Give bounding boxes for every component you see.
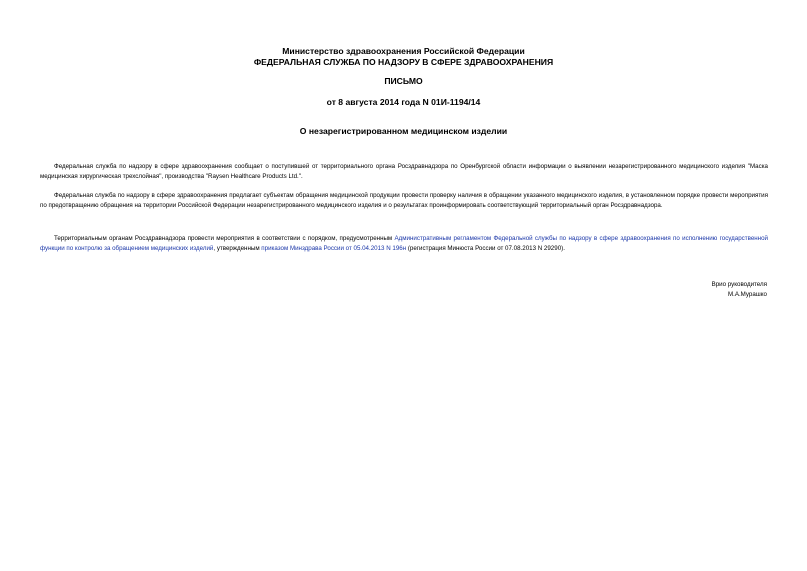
paragraph-3-text-1: Территориальным органам Росздравнадзора провести мероприятия в соответствии с порядком, предусмотренным: [54, 235, 395, 243]
service-name: ФЕДЕРАЛЬНАЯ СЛУЖБА ПО НАДЗОРУ В СФЕРЕ ЗДРАВООХРАНЕНИЯ: [253, 57, 554, 67]
paragraph-3: [40, 234, 768, 254]
order-link[interactable]: приказом Минздрава России от 05.04.2013 N 196н: [261, 245, 407, 253]
document-type: ПИСЬМО: [384, 76, 423, 86]
paragraph-3-text-3: (регистрация Минюста России от 07.08.2013 N 29290).: [406, 245, 565, 253]
paragraph-2: Федеральная служба по надзору в сфере здравоохранения предлагает субъектам обращения медицинской продукции провести проверку наличия в обращении указанного медицинского изделия, в установленном порядке провести мероприятия по предотвращению обращения на территории Российской Федерации незарегистрированного медицинского изделия и о результатах проинформировать соответствующий территориальный орган Росздравнадзора.: [40, 192, 768, 210]
document-subject: О незарегистрированном медицинском изделии: [299, 126, 508, 136]
ministry-name: Министерство здравоохранения Российской Федерации: [282, 46, 525, 56]
document-date-number: от 8 августа 2014 года N 01И-1194/14: [326, 97, 481, 107]
signatory-role: Врио руководителя: [711, 281, 767, 288]
paragraph-1: Федеральная служба по надзору в сфере здравоохранения сообщает о поступившей от территориального органа Росздравнадзора по Оренбургской области информации о выявлении незарегистрированного медицинского изделия "Маска медицинская хирургическая трехслойная", производства "Raysen Healthcare Products Ltd.".: [40, 163, 768, 181]
regulation-link[interactable]: Административным регламентом Федеральной службы по надзору в сфере здравоохранения по исполнению государственной функции по контролю за обращением медицинских изделий: [40, 235, 768, 253]
paragraph-3-text-2: , утвержденным: [213, 245, 262, 253]
signatory-name: М.А.Мурашко: [727, 291, 767, 298]
